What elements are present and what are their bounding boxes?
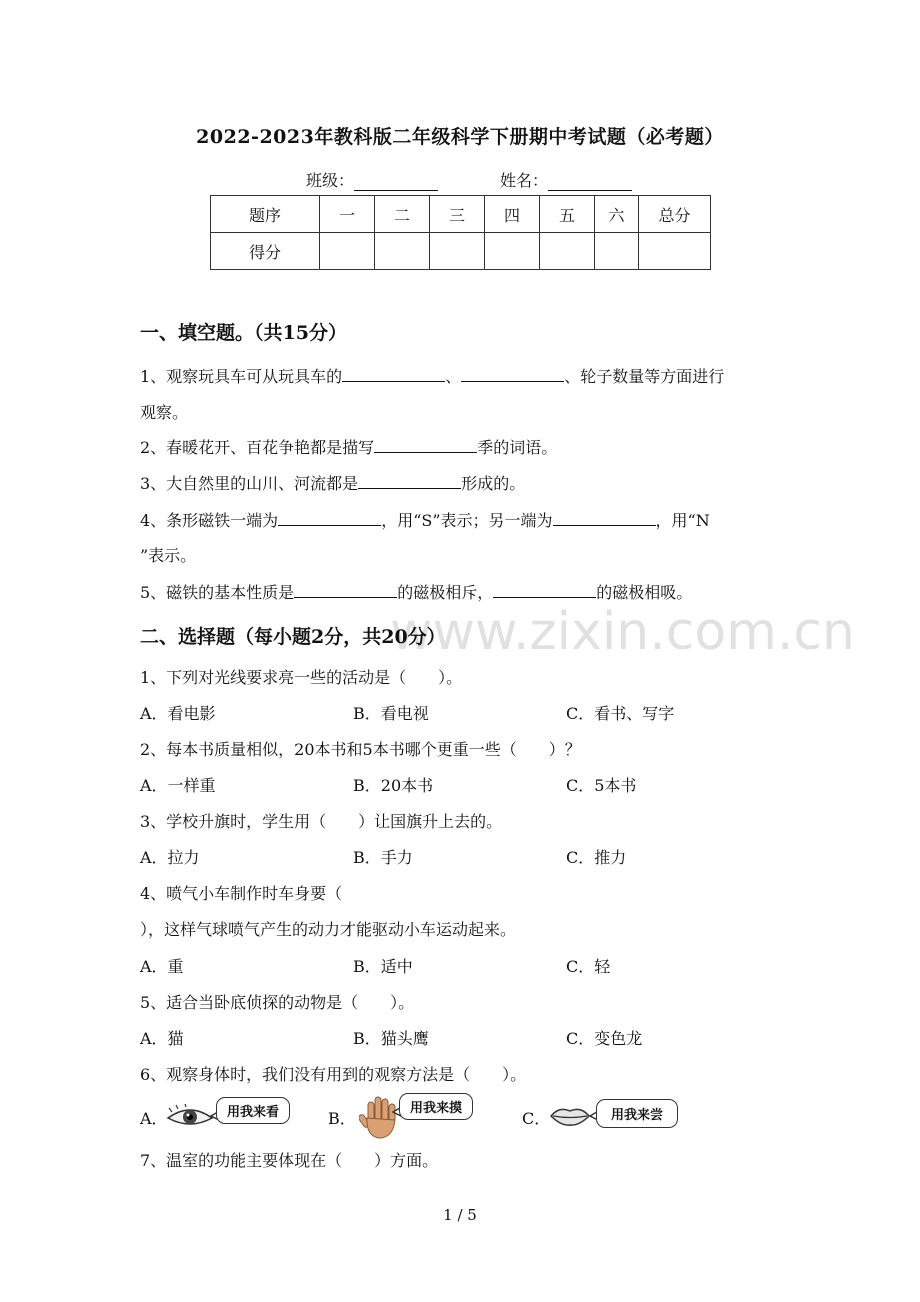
question-fill-4-cont: ”表示。 [140, 546, 197, 565]
question-choice-1: 1、下列对光线要求亮一些的活动是（ ）。 [140, 668, 463, 687]
question-text: 形成的。 [461, 474, 526, 493]
option-a: A．重 [140, 957, 184, 976]
option-c: C．变色龙 [566, 1029, 643, 1048]
question-text: 的磁极相斥， [397, 583, 494, 602]
option-a: A． [140, 1109, 168, 1128]
score-value-row [211, 233, 711, 270]
score-blank-cell [639, 233, 711, 270]
question-choice-3: 3、学校升旗时，学生用（ ）让国旗升上去的。 [140, 812, 503, 831]
name-label: 姓名： [500, 171, 549, 190]
score-blank-cell [430, 233, 485, 270]
answer-blank [294, 583, 397, 598]
score-table [210, 195, 711, 270]
option-c: C． [522, 1109, 551, 1128]
question-text: 2、春暖花开、百花争艳都是描写 [140, 438, 375, 457]
answer-blank [461, 367, 564, 382]
question-text: 的磁极相吸。 [596, 583, 693, 602]
question-text: ，用“N [655, 511, 710, 530]
answer-blank [493, 583, 596, 598]
question-choice-4: 4、喷气小车制作时车身要（ [140, 884, 343, 903]
question-text: 3、大自然里的山川、河流都是 [140, 474, 359, 493]
question-text: ，用“S”表示；另一端为 [381, 511, 553, 530]
speech-bubble-see: 用我来看 [216, 1097, 290, 1124]
option-b: B． [328, 1109, 356, 1128]
answer-blank [374, 438, 477, 453]
question-text: 1、观察玩具车可从玩具车的 [140, 367, 343, 386]
score-header-row [211, 196, 711, 233]
score-cell: 总分 [639, 196, 711, 233]
question-fill-3 [140, 471, 525, 494]
class-label: 班级： [306, 171, 355, 190]
question-fill-5 [140, 580, 692, 603]
score-blank-cell [540, 233, 595, 270]
question-choice-4-cont: ），这样气球喷气产生的动力才能驱动小车运动起来。 [140, 920, 517, 939]
score-cell: 一 [320, 196, 375, 233]
question-choice-6: 6、观察身体时，我们没有用到的观察方法是（ ）。 [140, 1065, 527, 1084]
option-c: C．推力 [566, 848, 627, 867]
speech-bubble-touch: 用我来摸 [399, 1093, 473, 1120]
score-blank-cell [595, 233, 639, 270]
question-text: 5、磁铁的基本性质是 [140, 583, 295, 602]
option-a: A．一样重 [140, 776, 216, 795]
answer-blank [342, 367, 445, 382]
score-blank-cell [320, 233, 375, 270]
question-fill-4 [140, 508, 710, 531]
question-fill-1 [140, 364, 724, 387]
answer-blank [278, 511, 381, 526]
question-fill-2 [140, 435, 557, 458]
question-text: 季的词语。 [477, 438, 558, 457]
question-text: 、轮子数量等方面进行 [564, 367, 725, 386]
class-field [306, 168, 438, 191]
option-c: C．看书、写字 [566, 704, 675, 723]
question-choice-7: 7、温室的功能主要体现在（ ）方面。 [140, 1151, 439, 1170]
class-blank [354, 174, 438, 191]
question-choice-5: 5、适合当卧底侦探的动物是（ ）。 [140, 993, 415, 1012]
option-a: A．看电影 [140, 704, 216, 723]
score-cell: 得分 [211, 233, 320, 270]
score-cell: 六 [595, 196, 639, 233]
score-cell: 四 [485, 196, 540, 233]
option-b: B．看电视 [353, 704, 429, 723]
section-heading: 二、选择题（每小题2分，共20分） [140, 626, 446, 648]
question-choice-2: 2、每本书质量相似，20本书和5本书哪个更重一些（ ）？ [140, 740, 581, 759]
score-blank-cell [375, 233, 430, 270]
answer-blank [553, 511, 656, 526]
option-b: B．手力 [353, 848, 413, 867]
answer-blank [358, 474, 461, 489]
watermark: www.zixin.com.cn [390, 602, 855, 662]
page-title: 2022-2023年教科版二年级科学下册期中考试题（必考题） [196, 126, 724, 148]
question-text: 、 [445, 367, 462, 386]
page-number: 1 / 5 [443, 1206, 477, 1224]
option-c: C．轻 [566, 957, 611, 976]
score-cell: 五 [540, 196, 595, 233]
question-fill-1-cont: 观察。 [140, 403, 189, 422]
score-blank-cell [485, 233, 540, 270]
speech-bubble-taste: 用我来尝 [596, 1099, 678, 1128]
name-field [500, 168, 632, 191]
option-a: A．拉力 [140, 848, 200, 867]
option-b: B．适中 [353, 957, 413, 976]
question-text: 4、条形磁铁一端为 [140, 511, 279, 530]
score-cell: 三 [430, 196, 485, 233]
option-c: C．5本书 [566, 776, 637, 795]
name-blank [548, 174, 632, 191]
score-cell: 二 [375, 196, 430, 233]
option-b: B．猫头鹰 [353, 1029, 429, 1048]
eye-icon [166, 1104, 214, 1130]
score-cell: 题序 [211, 196, 320, 233]
option-a: A．猫 [140, 1029, 184, 1048]
section-heading: 一、填空题。（共15分） [140, 322, 347, 344]
lips-icon [549, 1104, 591, 1128]
option-b: B．20本书 [353, 776, 434, 795]
